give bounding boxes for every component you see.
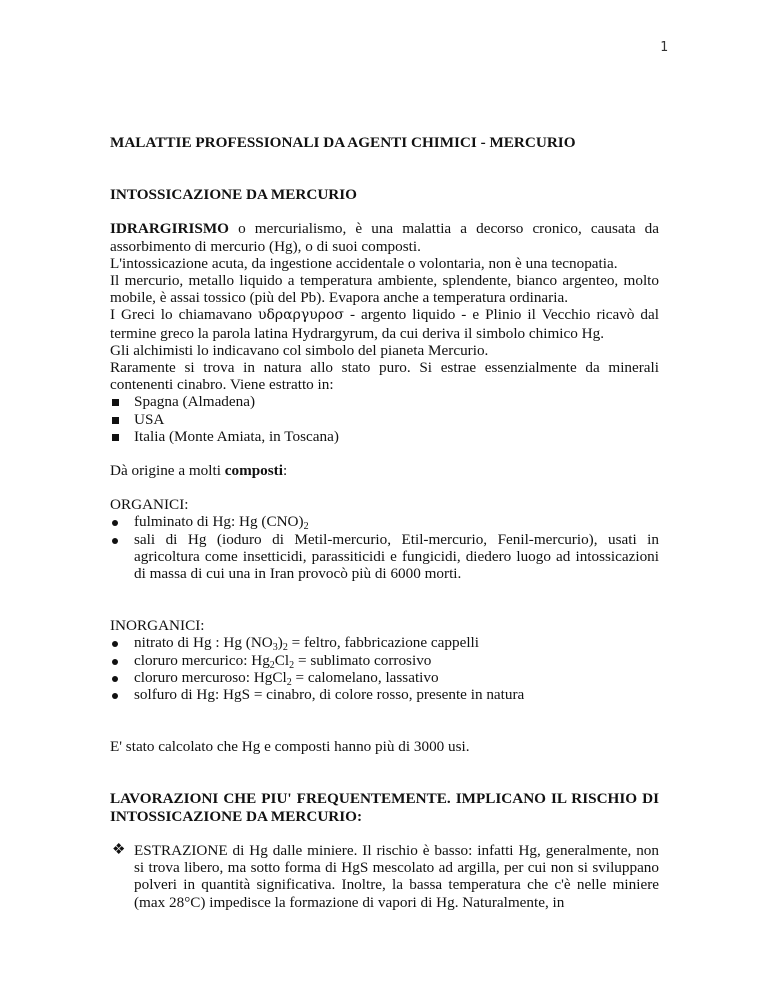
- round-bullet-icon: [112, 659, 118, 665]
- inorganici-list: [110, 634, 659, 703]
- square-bullet-icon: [112, 399, 119, 406]
- list-item: nitrato di Hg : Hg $(NO_3)_2$ = feltro, fabbricazione cappelli: [110, 634, 659, 651]
- paragraph-acute: L'intossicazione acuta, da ingestione accidentale o volontaria, non è una tecnopatia.: [110, 254, 618, 272]
- list-item: Italia (Monte Amiata, in Toscana): [110, 428, 659, 445]
- paragraph-metal: Il mercurio, metallo liquido a temperatura ambiente, splendente, bianco argenteo, molto mobile, è assai tossico (più del Pb). Evapora anche a temperatura ordinaria.: [110, 272, 659, 307]
- document-title: MALATTIE PROFESSIONALI DA AGENTI CHIMICI - MERCURIO: [110, 134, 576, 151]
- round-bullet-icon: [112, 693, 118, 699]
- list-item: solfuro di Hg: HgS = cinabro, di colore rosso, presente in natura: [110, 686, 659, 703]
- paragraph-usi: E' stato calcolato che Hg e composti hanno più di 3000 usi.: [110, 738, 470, 756]
- list-item: Spagna (Almadena): [110, 393, 659, 410]
- round-bullet-icon: [112, 520, 118, 526]
- inorganici-heading: INORGANICI:: [110, 617, 205, 635]
- list-item: fulminato di Hg: Hg $(CNO)_2$: [110, 513, 659, 530]
- organici-list: [110, 513, 659, 582]
- paragraph-greek: I Greci lo chiamavano υδραργυροσ - argento liquido - e Plinio il Vecchio ricavò dal termine greco la parola latina Hydrargyrum, da cui deriva il simbolo chimico Hg.: [110, 306, 659, 342]
- round-bullet-icon: [112, 641, 118, 647]
- round-bullet-icon: [112, 538, 118, 544]
- round-bullet-icon: [112, 676, 118, 682]
- term-idrargirismo: IDRARGIRISMO: [110, 220, 229, 238]
- section-heading-lavorazioni: LAVORAZIONI CHE PIU' FREQUENTEMENTE. IMPLICANO IL RISCHIO DI INTOSSICAZIONE DA MERCURIO:: [110, 790, 659, 825]
- list-item: ❖ ESTRAZIONE di Hg dalle miniere. Il rischio è basso: infatti Hg, generalmente, non si trova libero, ma sotto forma di HgS mescolato ad argilla, per cui non si sviluppano polveri in quantità significativa. Inoltre, la bassa temperatura che c'è nelle miniere (max 28°C) impedisce la formazione di vapori di Hg. Naturalmente, in: [112, 841, 659, 911]
- intro-paragraph: IDRARGIRISMO o mercurialismo, è una malattia a decorso cronico, causata da assorbimento di mercurio (Hg), o di suoi composti.: [110, 220, 659, 255]
- organici-heading: ORGANICI:: [110, 496, 189, 514]
- page-number: 1: [660, 40, 668, 55]
- square-bullet-icon: [112, 434, 119, 441]
- lavorazioni-list: [110, 842, 659, 911]
- paragraph-alchemists: Gli alchimisti lo indicavano col simbolo del pianeta Mercurio.: [110, 341, 489, 359]
- locations-list: [110, 393, 659, 445]
- diamond-bullet-icon: ❖: [112, 841, 126, 858]
- list-item: cloruro mercuroso: HgCl$_2$ = calomelano, lassativo: [110, 669, 659, 686]
- greek-word: υδραργυροσ: [257, 307, 344, 324]
- section-heading-intossicazione: INTOSSICAZIONE DA MERCURIO: [110, 186, 357, 204]
- list-item: USA: [110, 411, 659, 428]
- document-body: [110, 134, 659, 911]
- square-bullet-icon: [112, 417, 119, 424]
- paragraph-composti: Dà origine a molti composti:: [110, 462, 288, 480]
- list-item: cloruro mercurico: $Hg_2Cl_2$ = sublimato corrosivo: [110, 652, 659, 669]
- paragraph-extraction: Raramente si trova in natura allo stato puro. Si estrae essenzialmente da minerali contenenti cinabro. Viene estratto in:: [110, 359, 659, 394]
- list-item: sali di Hg (ioduro di Metil-mercurio, Etil-mercurio, Fenil-mercurio), usati in agricoltura come insetticidi, parassiticidi e fungicidi, diedero luogo ad intossicazioni di massa di cui una in Iran provocò più di 6000 morti.: [110, 531, 659, 583]
